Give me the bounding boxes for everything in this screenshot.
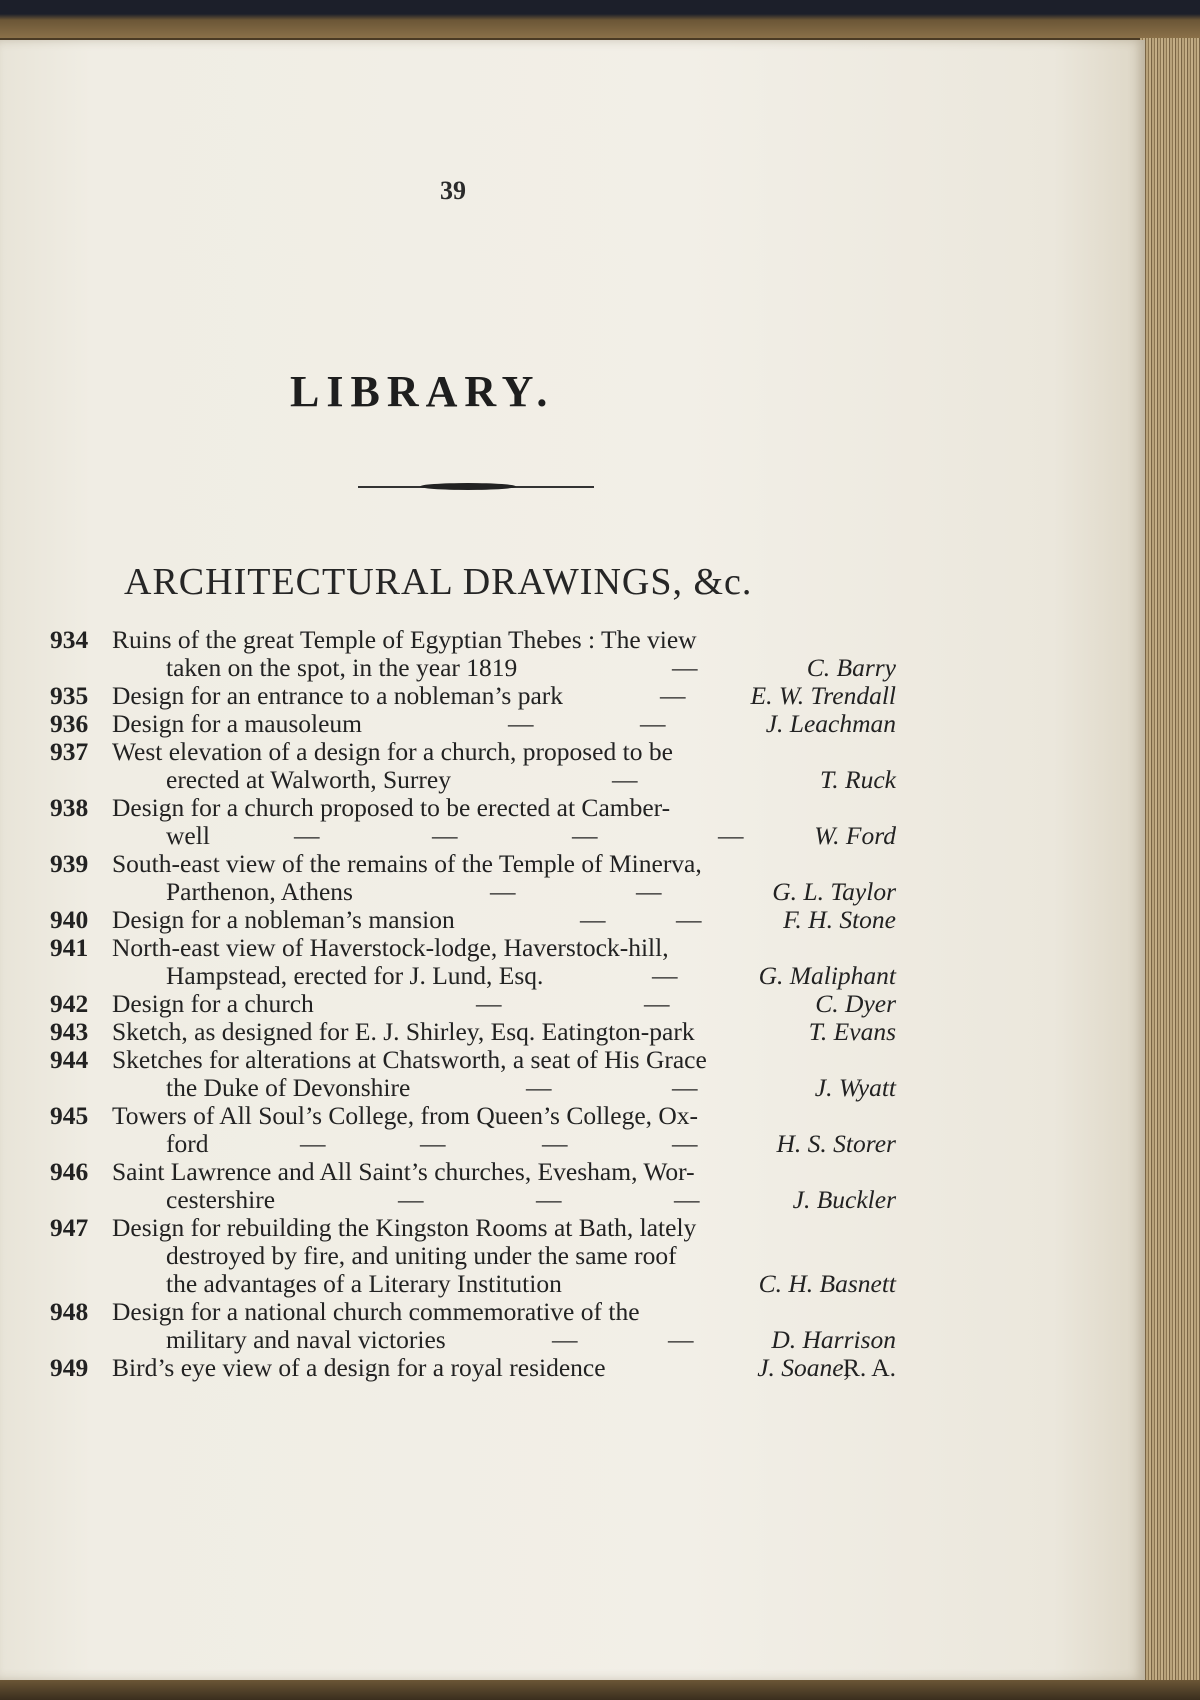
entry-title: Design for rebuilding the Kingston Rooms at Bath, lately (112, 1213, 697, 1242)
entry-title: Bird’s eye view of a design for a royal residence (112, 1353, 606, 1382)
separator-dash: — (526, 1073, 552, 1102)
entry-937-line-2 (0, 766, 1100, 794)
entry-title-continued: Parthenon, Athens (166, 877, 353, 906)
entry-title: Design for an entrance to a nobleman’s park (112, 681, 564, 710)
page-number: 39 (440, 176, 466, 205)
separator-dash: — (476, 989, 502, 1018)
entry-number: 949 (50, 1353, 89, 1382)
separator-dash: — (552, 1325, 578, 1354)
entry-title-continued: the advantages of a Literary Institution (166, 1269, 562, 1298)
entry-number: 934 (50, 625, 89, 654)
entry-artist: E. W. Trendall (750, 681, 896, 710)
entry-944-line-2 (0, 1074, 1100, 1102)
entry-947-line-2 (0, 1242, 1100, 1270)
entry-number: 948 (50, 1297, 89, 1326)
entry-title-continued: military and naval victories (166, 1325, 446, 1354)
entry-title: Towers of All Soul’s College, from Queen’s College, Ox- (112, 1101, 699, 1130)
entry-artist-suffix: R. A. (842, 1353, 896, 1382)
separator-dash: — (542, 1129, 568, 1158)
entry-artist: H. S. Storer (776, 1129, 896, 1158)
entry-937-line-1 (0, 738, 1100, 766)
entry-title-continued: ford (166, 1129, 209, 1158)
entry-number: 939 (50, 849, 89, 878)
entry-title: North-east view of Haverstock-lodge, Haverstock-hill, (112, 933, 669, 962)
entry-title-continued: the Duke of Devonshire (166, 1073, 411, 1102)
entry-934-line-2 (0, 654, 1100, 682)
entry-number: 947 (50, 1213, 89, 1242)
entry-number: 937 (50, 737, 89, 766)
entry-938-line-1 (0, 794, 1100, 822)
separator-dash: — (672, 1073, 698, 1102)
separator-dash: — (612, 765, 638, 794)
entry-title-continued: Hampstead, erected for J. Lund, Esq. (166, 961, 544, 990)
entry-number: 935 (50, 681, 89, 710)
entry-947-line-1 (0, 1214, 1100, 1242)
entry-artist: C. H. Basnett (758, 1269, 896, 1298)
separator-dash: — (300, 1129, 326, 1158)
page-edges (1140, 38, 1200, 1680)
entry-945-line-1 (0, 1102, 1100, 1130)
separator-dash: — (294, 821, 320, 850)
entry-artist: F. H. Stone (783, 905, 896, 934)
entry-939-line-2 (0, 878, 1100, 906)
entry-artist: J. Wyatt (814, 1073, 896, 1102)
entry-artist: J. Soane, (757, 1353, 850, 1382)
separator-dash: — (652, 961, 678, 990)
entry-title-continued: well (166, 821, 210, 850)
entry-title: Saint Lawrence and All Saint’s churches, Evesham, Wor- (112, 1157, 695, 1186)
entry-941-line-1 (0, 934, 1100, 962)
entry-number: 942 (50, 989, 89, 1018)
entry-948-line-2 (0, 1326, 1100, 1354)
entry-title: Design for a church (112, 989, 314, 1018)
separator-dash: — (536, 1185, 562, 1214)
entry-949-line-1 (0, 1354, 1100, 1382)
entry-title: Sketches for alterations at Chatsworth, a seat of His Grace (112, 1045, 707, 1074)
entry-938-line-2 (0, 822, 1100, 850)
separator-dash: — (718, 821, 744, 850)
entry-artist: C. Dyer (815, 989, 896, 1018)
entry-943-line-1 (0, 1018, 1100, 1046)
entry-944-line-1 (0, 1046, 1100, 1074)
entry-title: Design for a church proposed to be erected at Camber- (112, 793, 671, 822)
entry-number: 944 (50, 1045, 89, 1074)
separator-dash: — (640, 709, 666, 738)
entry-artist: T. Evans (808, 1017, 896, 1046)
entry-artist: J. Leachman (765, 709, 896, 738)
book-cover-top (0, 0, 1200, 38)
separator-dash: — (572, 821, 598, 850)
separator-dash: — (508, 709, 534, 738)
entry-945-line-2 (0, 1130, 1100, 1158)
entry-946-line-1 (0, 1158, 1100, 1186)
entry-title: Sketch, as designed for E. J. Shirley, Esq. Eatington-park (112, 1017, 695, 1046)
entry-title: West elevation of a design for a church, proposed to be (112, 737, 673, 766)
entry-title: Design for a national church commemorative of the (112, 1297, 640, 1326)
entry-artist: G. Maliphant (758, 961, 896, 990)
book-cover-bottom (0, 1680, 1200, 1700)
separator-dash: — (668, 1325, 694, 1354)
entry-number: 936 (50, 709, 89, 738)
entry-title: South-east view of the remains of the Temple of Minerva, (112, 849, 702, 878)
separator-dash: — (580, 905, 606, 934)
separator-dash: — (644, 989, 670, 1018)
separator-dash: — (432, 821, 458, 850)
ornamental-rule-swell (420, 483, 516, 490)
entry-artist: T. Ruck (819, 765, 896, 794)
section-title: ARCHITECTURAL DRAWINGS, &c. (124, 561, 753, 603)
entry-title: Design for a nobleman’s mansion (112, 905, 455, 934)
separator-dash: — (672, 653, 698, 682)
separator-dash: — (420, 1129, 446, 1158)
entry-artist: J. Buckler (792, 1185, 896, 1214)
entry-number: 940 (50, 905, 89, 934)
entry-number: 941 (50, 933, 89, 962)
entry-artist: D. Harrison (771, 1325, 896, 1354)
entry-936-line-1 (0, 710, 1100, 738)
entry-artist: W. Ford (814, 821, 896, 850)
entry-artist: C. Barry (806, 653, 896, 682)
entry-940-line-1 (0, 906, 1100, 934)
entry-939-line-1 (0, 850, 1100, 878)
entry-artist: G. L. Taylor (772, 877, 896, 906)
entry-number: 946 (50, 1157, 89, 1186)
entry-title-continued: taken on the spot, in the year 1819 (166, 653, 518, 682)
separator-dash: — (636, 877, 662, 906)
entry-942-line-1 (0, 990, 1100, 1018)
entry-947-line-3 (0, 1270, 1100, 1298)
library-title: LIBRARY. (290, 367, 555, 416)
entry-title-continued: destroyed by fire, and uniting under the same roof (166, 1241, 677, 1270)
entry-935-line-1 (0, 682, 1100, 710)
entry-title-continued: erected at Walworth, Surrey (166, 765, 451, 794)
entry-934-line-1 (0, 626, 1100, 654)
separator-dash: — (398, 1185, 424, 1214)
entry-946-line-2 (0, 1186, 1100, 1214)
entry-title: Design for a mausoleum (112, 709, 362, 738)
entry-number: 945 (50, 1101, 89, 1130)
separator-dash: — (660, 681, 686, 710)
entry-number: 938 (50, 793, 89, 822)
separator-dash: — (674, 1185, 700, 1214)
entry-number: 943 (50, 1017, 89, 1046)
separator-dash: — (490, 877, 516, 906)
separator-dash: — (672, 1129, 698, 1158)
entry-941-line-2 (0, 962, 1100, 990)
entry-948-line-1 (0, 1298, 1100, 1326)
separator-dash: — (676, 905, 702, 934)
entry-title-continued: cestershire (166, 1185, 276, 1214)
book-page (0, 40, 1145, 1680)
entry-title: Ruins of the great Temple of Egyptian Thebes : The view (112, 625, 697, 654)
